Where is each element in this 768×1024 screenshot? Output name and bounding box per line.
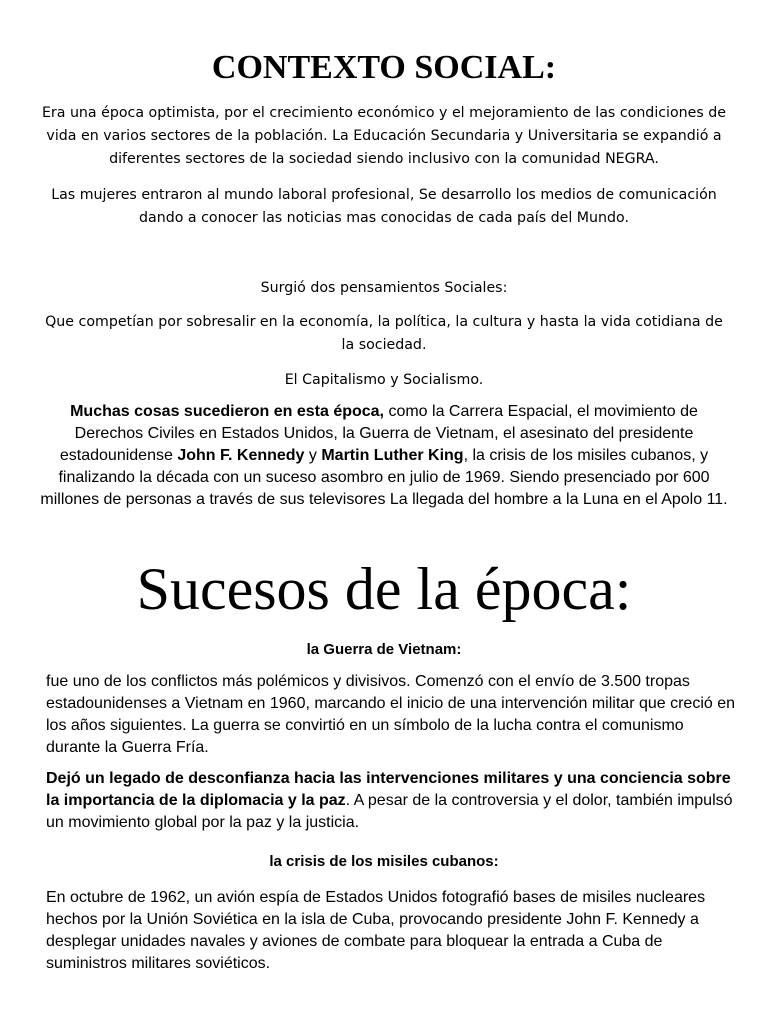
cuba-paragraph: En octubre de 1962, un avión espía de Estados Unidos fotografió bases de misiles nucleares hechos por la Unión Soviética en la isla de Cuba, provocando presidente John F. Kennedy a desplegar unidades navales y aviones de combate para bloquear la entrada a Cuba de suministros militares soviéticos.	[46, 889, 706, 972]
thoughts-names: El Capitalismo y Socialismo.	[284, 372, 484, 388]
vietnam-legacy-paragraph	[46, 768, 736, 834]
page-title: CONTEXTO SOCIAL:	[211, 49, 557, 86]
intro-paragraph: Era una época optimista, por el crecimiento económico y el mejoramiento de las condiciones de vida en varios sectores de la población. La Educación Secundaria y Universitaria se expandió a diferentes sectores de la sociedad siendo inclusivo con la comunidad NEGRA.	[41, 105, 727, 167]
events-mlk: Martin Luther King	[321, 447, 464, 464]
vietnam-title: la Guerra de Vietnam:	[306, 641, 462, 658]
events-jfk: John F. Kennedy	[177, 447, 305, 464]
events-and: y	[304, 447, 322, 464]
vietnam-legacy-bold: Dejó un legado de desconfianza hacia las intervenciones militares y una conciencia sobre la importancia de la diplomacia y la paz	[46, 770, 731, 809]
thoughts-description: Que competían por sobresalir en la economía, la política, la cultura y hasta la vida cotidiana de la sociedad.	[45, 314, 723, 353]
events-paragraph	[40, 401, 728, 511]
thoughts-title: Surgió dos pensamientos Sociales:	[260, 280, 508, 296]
events-lead: Muchas cosas sucedieron en esta época,	[70, 403, 384, 420]
events-text-2: , la crisis de los misiles cubanos, y finalizando la década con un suceso asombro en julio de 1969. Siendo presenciado por 600 millones de personas a través de sus televisores La llegada del hombre a la Luna en el Apolo 11.	[40, 447, 728, 508]
section-title: Sucesos de la época:	[136, 556, 632, 622]
cuba-title: la crisis de los misiles cubanos:	[269, 853, 499, 870]
vietnam-legacy-text: . A pesar de la controversia y el dolor, también impulsó un movimiento global por la paz y la justicia.	[46, 792, 733, 831]
vietnam-paragraph: fue uno de los conflictos más polémicos y divisivos. Comenzó con el envío de 3.500 tropas estadounidenses a Vietnam en 1960, marcando el inicio de una intervención militar que creció en los años siguientes. La guerra se convirtió en un símbolo de la lucha contra el comunismo durante la Guerra Fría.	[46, 673, 736, 756]
events-text-1: como la Carrera Espacial, el movimiento de Derechos Civiles en Estados Unidos, la Guerra de Vietnam, el asesinato del presidente estadounidense	[59, 403, 698, 464]
women-paragraph: Las mujeres entraron al mundo laboral profesional, Se desarrollo los medios de comunicación dando a conocer las noticias mas conocidas de cada país del Mundo.	[51, 187, 717, 226]
